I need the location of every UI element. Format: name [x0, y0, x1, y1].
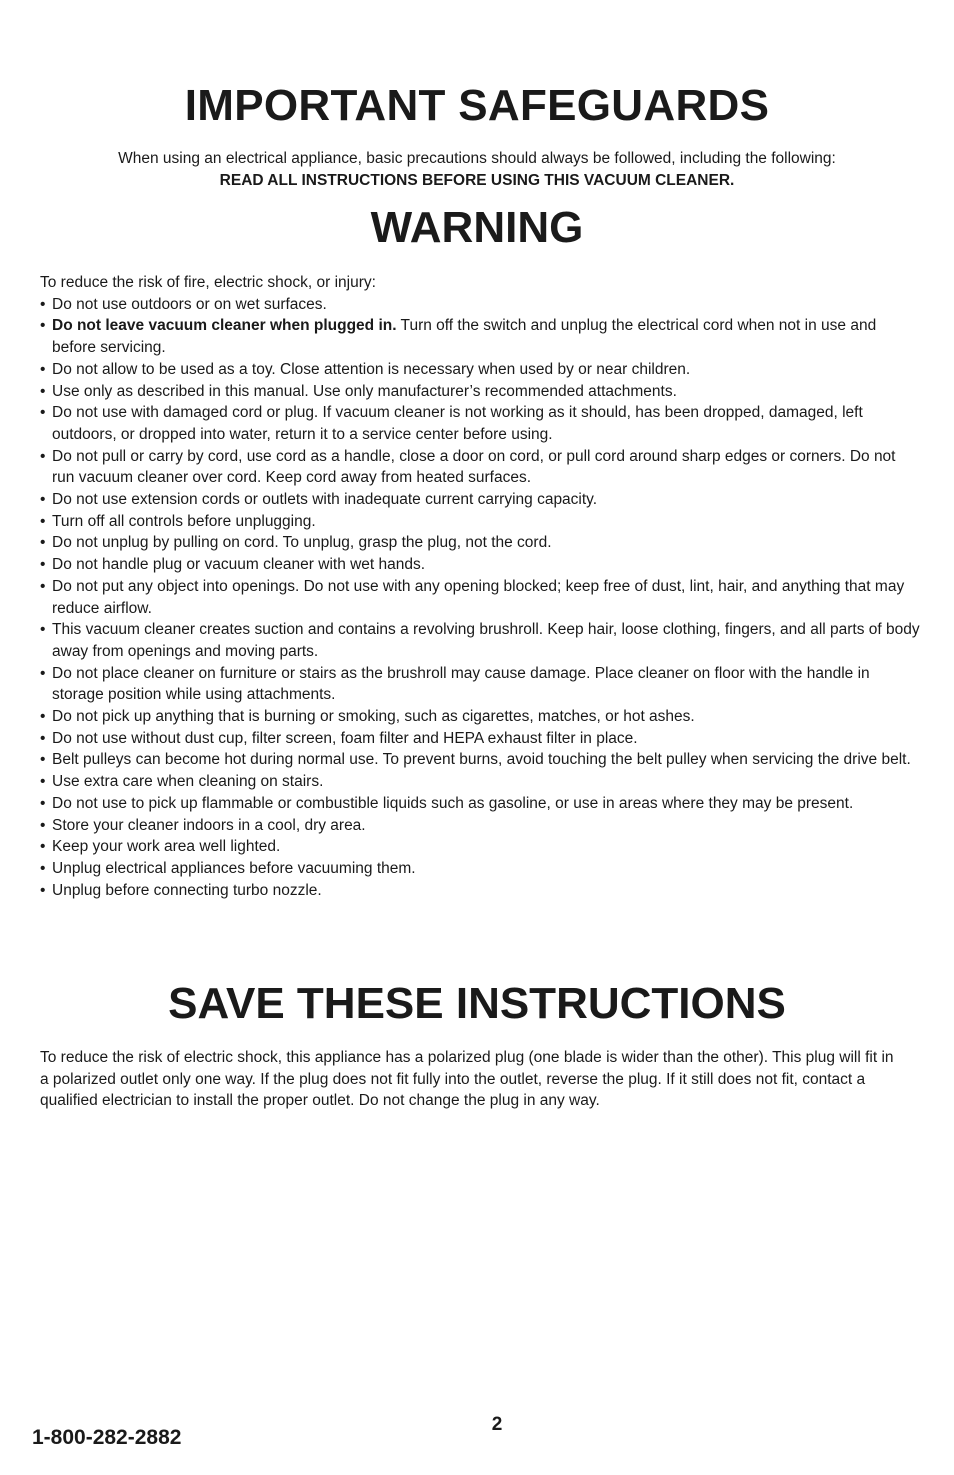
bullet-icon: • — [40, 577, 46, 595]
list-item-text: Keep your work area well lighted. — [52, 838, 281, 856]
list-item-text: Belt pulleys can become hot during normal use. To prevent burns, avoid touching the belt pulley when servicing the drive belt. — [52, 751, 911, 769]
bullet-icon: • — [40, 794, 46, 812]
bullet-icon: • — [40, 556, 46, 574]
list-item-text: Do not place cleaner on furniture or stairs as the brushroll may cause damage. Place cleaner on floor with the handle in storage position while using attachments. — [52, 664, 870, 704]
bullet-icon: • — [40, 708, 46, 726]
save-instructions-heading: SAVE THESE INSTRUCTIONS — [168, 979, 786, 1028]
list-item-text: Store your cleaner indoors in a cool, dry area. — [52, 816, 366, 834]
list-item-text: Do not use without dust cup, filter screen, foam filter and HEPA exhaust filter in place. — [52, 729, 638, 747]
list-item-text: Unplug before connecting turbo nozzle. — [52, 881, 322, 899]
list-item — [40, 554, 920, 576]
list-item-text: Do not handle plug or vacuum cleaner with wet hands. — [52, 556, 426, 574]
bullet-icon: • — [40, 491, 46, 509]
list-item-text: Do not pick up anything that is burning or smoking, such as cigarettes, matches, or hot ashes. — [52, 708, 695, 726]
warning-heading: WARNING — [370, 203, 584, 252]
bullet-icon: • — [40, 859, 46, 877]
list-item-text: Unplug electrical appliances before vacuuming them. — [52, 859, 416, 877]
list-item — [40, 793, 920, 815]
bullet-icon: • — [40, 317, 46, 335]
list-item — [40, 880, 920, 902]
list-item-text: Do not unplug by pulling on cord. To unplug, grasp the plug, not the cord. — [52, 534, 552, 552]
intro-instruction: READ ALL INSTRUCTIONS BEFORE USING THIS VACUUM CLEANER. — [219, 172, 735, 189]
bullet-icon: • — [40, 534, 46, 552]
list-item — [40, 836, 920, 858]
list-item-text: This vacuum cleaner creates suction and contains a revolving brushroll. Keep hair, loose clothing, fingers, and all parts of body away from openings and moving parts. — [52, 621, 920, 660]
list-item — [40, 771, 920, 793]
intro-text: When using an electrical appliance, basic precautions should always be followed, including the following: — [118, 150, 836, 167]
list-item-text: Use extra care when cleaning on stairs. — [52, 773, 324, 791]
list-item — [40, 402, 920, 445]
list-item — [40, 446, 920, 489]
list-item — [40, 489, 920, 511]
list-item — [40, 728, 920, 750]
bullet-icon: • — [40, 751, 46, 769]
bullet-icon: • — [40, 382, 46, 400]
list-item — [40, 706, 920, 728]
bullet-icon: • — [40, 664, 46, 682]
warning-list — [40, 294, 920, 902]
list-item-emphasis: Do not leave vacuum cleaner when plugged in. — [52, 317, 397, 335]
bullet-icon: • — [40, 295, 46, 313]
list-item-text: Use only as described in this manual. Use only manufacturer’s recommended attachments. — [52, 382, 677, 400]
list-item — [40, 858, 920, 880]
polarized-plug-text: To reduce the risk of electric shock, this appliance has a polarized plug (one blade is wider than the other). This plug will fit in a polarized outlet only one way. If the plug does not fit fully into the outlet, reverse the plug. If it still does not fit, contact a qualified electrician to install the proper outlet. Do not change the plug in any way. — [40, 1049, 894, 1110]
list-item-text: Do not pull or carry by cord, use cord as a handle, close a door on cord, or pull cord around sharp edges or corners. Do not run vacuum cleaner over cord. Keep cord away from heated surfaces. — [52, 447, 896, 487]
bullet-icon: • — [40, 773, 46, 791]
list-item-text: Do not allow to be used as a toy. Close attention is necessary when used by or near children. — [52, 360, 691, 378]
list-item — [40, 815, 920, 837]
list-item-text: Do not use with damaged cord or plug. If vacuum cleaner is not working as it should, has been dropped, damaged, left outdoors, or dropped into water, return it to a service center before using. — [52, 404, 863, 443]
bullet-icon: • — [40, 360, 46, 378]
list-item-text: Do not use outdoors or on wet surfaces. — [52, 295, 327, 313]
list-item — [40, 619, 920, 662]
bullet-icon: • — [40, 512, 46, 530]
bullet-icon: • — [40, 404, 46, 422]
list-item-text: Do not put any object into openings. Do not use with any opening blocked; keep free of dust, lint, hair, and anything that may reduce airflow. — [52, 577, 905, 617]
list-item — [40, 381, 920, 403]
phone-number: 1-800-282-2882 — [32, 1426, 182, 1449]
list-item — [40, 294, 920, 316]
bullet-icon: • — [40, 621, 46, 639]
bullet-icon: • — [40, 881, 46, 899]
list-item-text: Turn off the switch and unplug the electrical cord when not in use and before servicing. — [52, 317, 877, 357]
list-item — [40, 511, 920, 533]
list-item-text: Turn off all controls before unplugging. — [52, 512, 316, 530]
warning-section — [40, 272, 920, 901]
list-item — [40, 663, 920, 706]
bullet-icon: • — [40, 729, 46, 747]
list-item — [40, 749, 920, 771]
warning-lead-text: To reduce the risk of fire, electric shock, or injury: — [40, 274, 376, 291]
list-item — [40, 532, 920, 554]
bullet-icon: • — [40, 838, 46, 856]
list-item-text: Do not use extension cords or outlets with inadequate current carrying capacity. — [52, 491, 598, 509]
list-item — [40, 315, 920, 358]
bullet-icon: • — [40, 447, 46, 465]
page-number: 2 — [491, 1414, 503, 1435]
bullet-icon: • — [40, 816, 46, 834]
list-item — [40, 359, 920, 381]
list-item-text: Do not use to pick up flammable or combustible liquids such as gasoline, or use in areas where they may be present. — [52, 794, 854, 812]
page-title: IMPORTANT SAFEGUARDS — [184, 81, 770, 130]
list-item — [40, 576, 920, 619]
